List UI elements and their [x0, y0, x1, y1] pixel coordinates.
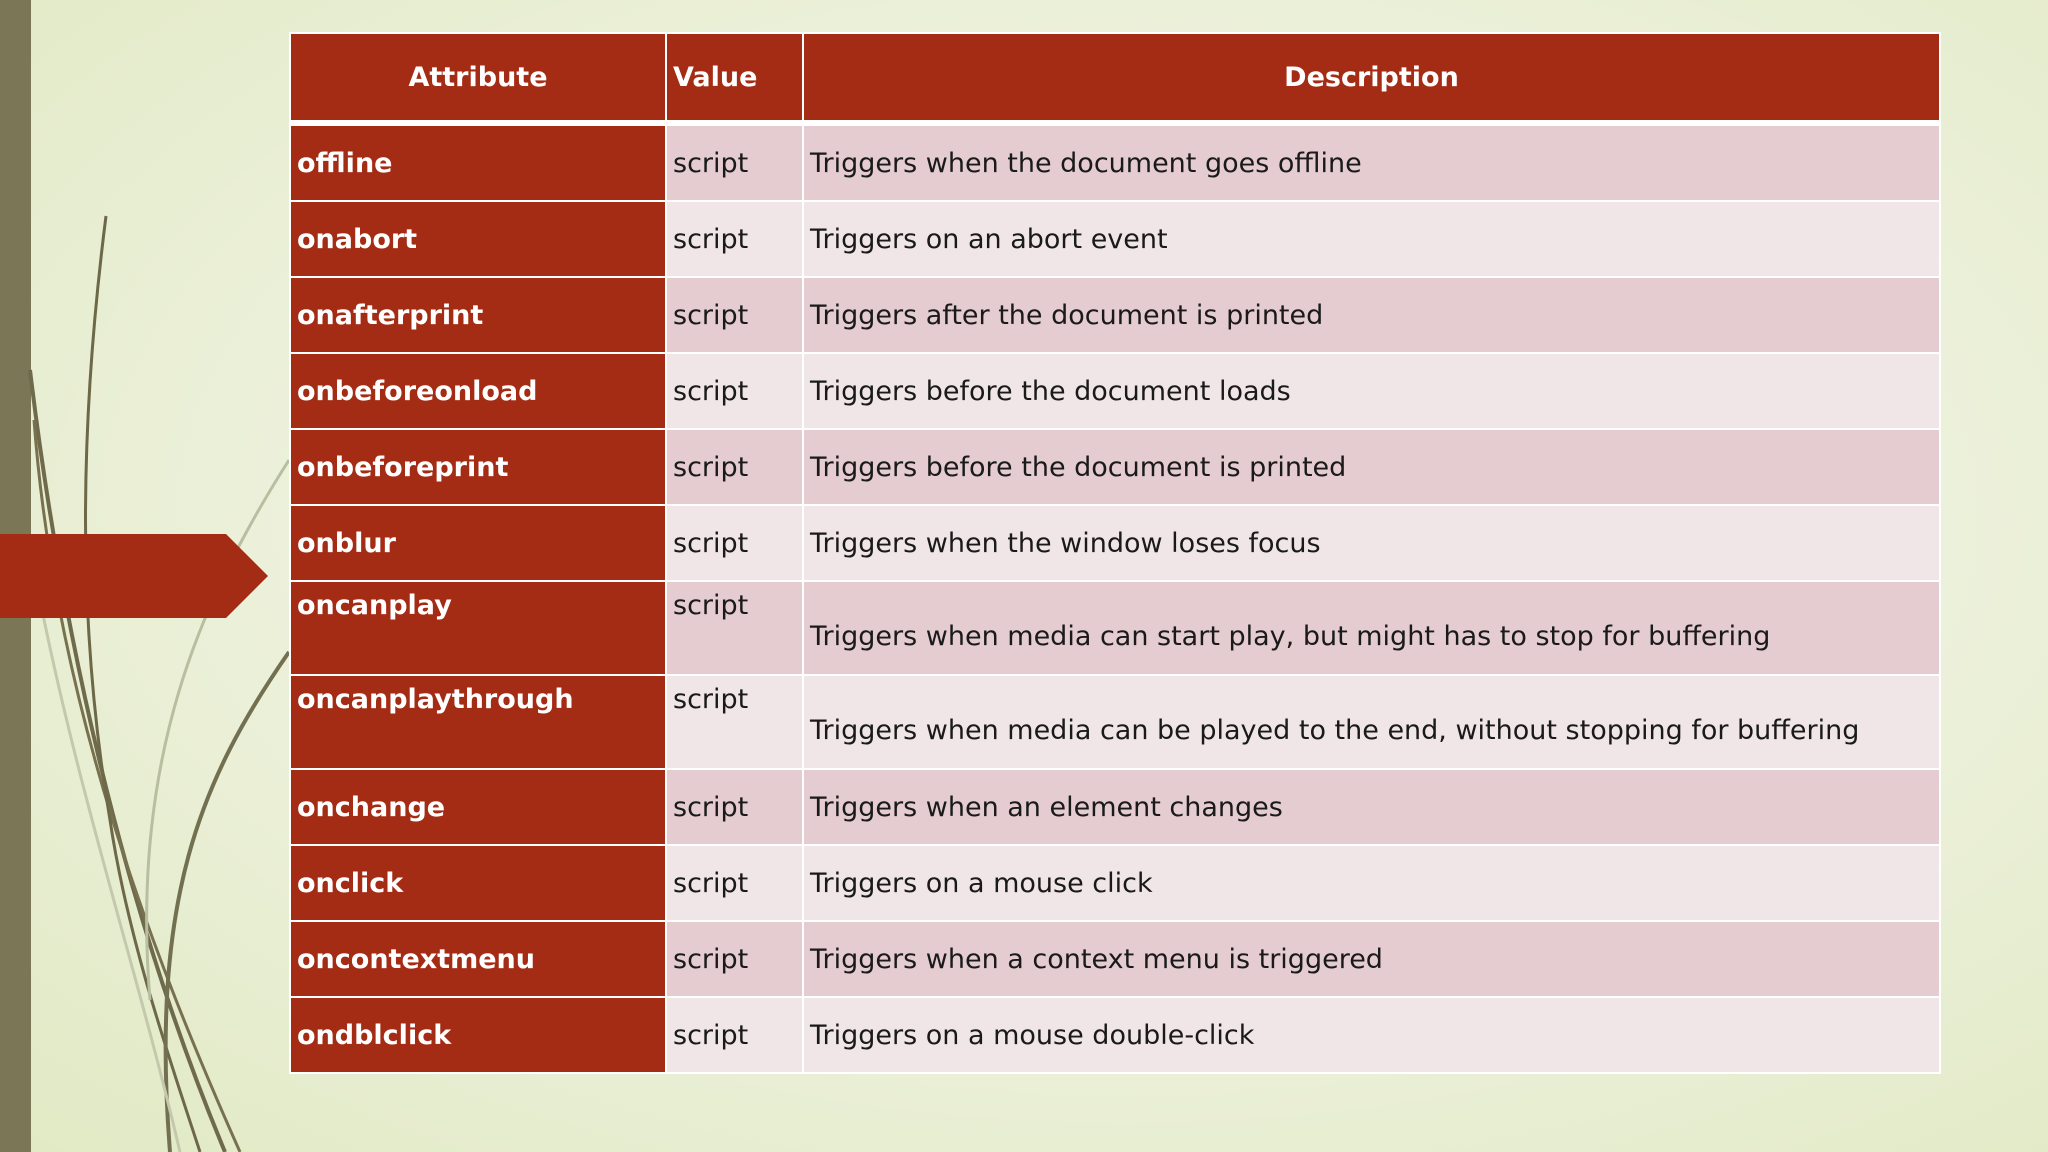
description-cell: Triggers on a mouse click — [803, 845, 1940, 921]
attribute-cell: onclick — [290, 845, 666, 921]
arrow-marker — [0, 0, 280, 1152]
value-cell: script — [666, 353, 803, 429]
value-cell: script — [666, 505, 803, 581]
table-header-row — [290, 33, 1940, 123]
value-cell: script — [666, 277, 803, 353]
value-cell: script — [666, 201, 803, 277]
attribute-cell: oncanplay — [290, 581, 666, 675]
description-cell: Triggers after the document is printed — [803, 277, 1940, 353]
table-row — [290, 277, 1940, 353]
attribute-cell: onabort — [290, 201, 666, 277]
description-cell: Triggers when the window loses focus — [803, 505, 1940, 581]
table-row — [290, 123, 1940, 201]
value-cell: script — [666, 675, 803, 769]
attribute-cell: onafterprint — [290, 277, 666, 353]
value-cell: script — [666, 845, 803, 921]
attribute-cell: oncanplaythrough — [290, 675, 666, 769]
header-value: Value — [666, 33, 803, 123]
attribute-cell: onchange — [290, 769, 666, 845]
description-cell: Triggers before the document is printed — [803, 429, 1940, 505]
attribute-cell: ondblclick — [290, 997, 666, 1073]
description-cell: Triggers when an element changes — [803, 769, 1940, 845]
table-row — [290, 845, 1940, 921]
table-row — [290, 581, 1940, 675]
table-row — [290, 921, 1940, 997]
value-cell: script — [666, 581, 803, 675]
table-row — [290, 505, 1940, 581]
attribute-cell: onbeforeonload — [290, 353, 666, 429]
value-cell: script — [666, 123, 803, 201]
table-row — [290, 769, 1940, 845]
table-row — [290, 201, 1940, 277]
attribute-cell: onbeforeprint — [290, 429, 666, 505]
table-row — [290, 675, 1940, 769]
attribute-table — [289, 32, 1941, 1074]
description-cell: Triggers when a context menu is triggered — [803, 921, 1940, 997]
attribute-cell: oncontextmenu — [290, 921, 666, 997]
value-cell: script — [666, 429, 803, 505]
value-cell: script — [666, 997, 803, 1073]
value-cell: script — [666, 769, 803, 845]
table-row — [290, 429, 1940, 505]
attribute-cell: onblur — [290, 505, 666, 581]
table-row — [290, 997, 1940, 1073]
description-cell: Triggers on a mouse double-click — [803, 997, 1940, 1073]
description-cell: Triggers when media can start play, but might has to stop for buffering — [803, 581, 1940, 675]
description-cell: Triggers before the document loads — [803, 353, 1940, 429]
header-description: Description — [803, 33, 1940, 123]
description-cell: Triggers when the document goes offline — [803, 123, 1940, 201]
value-cell: script — [666, 921, 803, 997]
description-cell: Triggers when media can be played to the end, without stopping for buffering — [803, 675, 1940, 769]
header-attribute: Attribute — [290, 33, 666, 123]
table-row — [290, 353, 1940, 429]
description-cell: Triggers on an abort event — [803, 201, 1940, 277]
attribute-cell: offline — [290, 123, 666, 201]
